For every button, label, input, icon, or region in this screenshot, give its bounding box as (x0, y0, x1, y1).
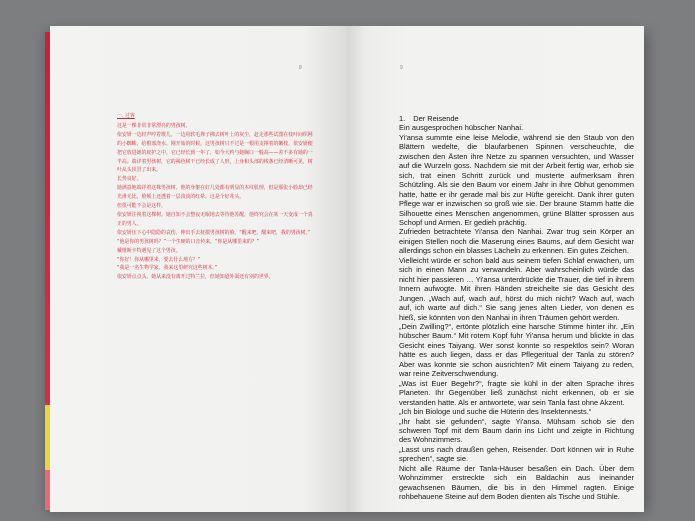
chapter-heading (399, 114, 634, 123)
paragraph: Vielleicht würde er schon bald aus seinem tiefen Schlaf erwachen, um sich in einen Mann zu verwandeln. Aber wahrscheinlich würde das nicht hier passieren … Yi'ansa unterdrückte die Trauer, die tief in ihrem Innern aufwogte. Mit ihren Händen streichelte sie das Gesicht des Jungen. „Wach auf, wach auf, hörst du mich nicht? Wach auf, wach auf, ich warte auf dich.“ Sie sang jenes alten Lieder, von denen es hieß, sie könnten von den Nanhai in ihren Träumen gehört werden. (399, 255, 634, 322)
paragraph: Zufrieden betrachtete Yi'ansa den Nanhai. Zwar trug sein Körper an einigen Stellen noch die Maserung eines Baums, auf dem Gesicht war allerdings schon ein blasses Lächeln zu erkennen. Ein gutes Zeichen. (399, 227, 634, 256)
paragraph: 戴维斯卡特遇见了这个男孩。 (117, 247, 181, 254)
paragraph: “我是一名生物学家，我来这里研究这些树木。” (117, 265, 218, 272)
paragraph: 依安妍点点头。她从来没有离开过特兰拉，但她知道外面还有别的世界。 (117, 274, 274, 281)
paragraph: 这是一棵非常非常漂亮的男孩树。 (117, 122, 191, 129)
paragraph: “你好！你从哪里来，要去什么地方？” (117, 256, 201, 263)
paragraph: 依安妍一边轻声哼着歌儿，一边用软毛掸子拂去树叶上的灰尘，赶走那些试图在枝叶间织网的小蜘蛛，给根部浇水。刚开始的时候，这男孩树只不过是一根用支撑着的嫩枝，依安妍便把它放进她的庇护之中。它已经长到一年了，如今大约与她胸口一般高——差不多有她的一半高。端详着男孩树，它的褐色树干已经长成了人形，上身和头部的线条已经清晰可见，树叶从头顶冒了出来。 (117, 131, 313, 174)
chapter-title: Der Reisende (413, 114, 459, 123)
chinese-text-block (117, 112, 315, 282)
page-number-left: 8 (299, 65, 302, 71)
paragraph: 依安妍注视着这棵树。她自知不会整夜无眠地去等待他苏醒，他终究会在某一天变成一个真正的男人。 (117, 211, 313, 227)
paragraph: „Ihr habt sie gefunden“, sagte Yi'ansa. Mühsam schob sie den schweren Topf mit dem Baum darin ins Licht und zeigte in Richtung des Wohnzimmers. (399, 416, 634, 445)
paragraph: 她满意地端详着这株男孩树。他的身躯在好几处都有明显的木纹肌理，但是那张小脸却已经光滑无比，脸颊上还透着一层淡淡的红晕。这是个好兆头。 (117, 185, 313, 201)
paragraph: „Ich bin Biologe und suche die Hüterin des Insektennests.“ (399, 407, 592, 417)
paragraph: “他是你的男孩树吗？”一个生硬的口音传来，“你是从哪里来的？” (117, 238, 260, 245)
paragraph: Yi'ansa summte eine leise Melodie, während sie den Staub von den Blättern wedelte, die blaufarbenen Spinnen verscheuchte, die zwischen den Ästen ihre Netze zu spannen versuchten, und Wasser auf die Wurzeln goss. Nachdem sie mit der Arbeit fertig war, erhob sie sich, trat einen Schritt zurück und musterte aufmerksam ihren Schützling. Als sie den Baum vor einem Jahr in ihre Obhut genommen hatte, hatte er ihr gerade mal bis zur Hüfte gereicht. Dank ihrer guten Pflege war er inzwischen so groß wie sie. Der braune Stamm hatte die Silhouette eines Menschen angenommen, grüne Blätter sprossen aus Schopf und Armen. Er gedieh prächtig. (399, 132, 634, 227)
left-page (50, 26, 348, 512)
paragraph: Ein ausgesprochen hübscher Nanhai. (399, 123, 524, 133)
paragraph: 但很可能不会是这样。 (117, 203, 166, 210)
right-page (347, 26, 644, 512)
chapter-number: 1. (399, 114, 406, 123)
chapter-title-chinese: 一. 过客 (117, 113, 135, 119)
paragraph: 依安妍压下心中隐隐的哀伤，伸出手去抚摸男孩树的脸。“醒来吧，醒来吧，我的男孩树。” (117, 229, 311, 236)
paragraph: Nicht alle Räume der Tanla-Häuser besaßen ein Dach. Über dem Wohnzimmer erstreckte sich ein Baldachin aus ineinander gewachsenen Bäumen, die bis in den Himmel ragten. Einige rohbehauene Steine auf dem Boden dienten als Tische und Stühle. (399, 463, 634, 502)
paragraph: „Dein Zwilling?“, ertönte plötzlich eine harsche Stimme hinter ihr. „Ein hübscher Baum.“ Mit rotem Kopf fuhr Yi'ansa herum und blickte in das Gesicht eines Taiyang. Wer sonst konnte so respektlos sein? Woran hätte es auch liegen, dass er das Pflegeritual der Tanla zu stören? Aber was konnte sie schon ausrichten? Mit einem Taiyang zu reden, war reine Zeitverschwendung. (399, 321, 634, 379)
paragraph: „Was ist Euer Begehr?“, fragte sie kühl in der alten Sprache ihres Planeten. Ihr Gegenüber ließ zunächst nicht erkennen, ob er sie verstanden hatte. Als er antwortete, war sein Tanla fast ohne Akzent. (399, 378, 634, 407)
german-text-block (399, 114, 634, 502)
page-number-right: 9 (400, 65, 403, 71)
paragraph: „Lasst uns nach draußen gehen, Reisender. Dort können wir in Ruhe sprechen“, sagte sie. (399, 444, 634, 464)
paragraph: 长势良好。 (117, 176, 142, 183)
